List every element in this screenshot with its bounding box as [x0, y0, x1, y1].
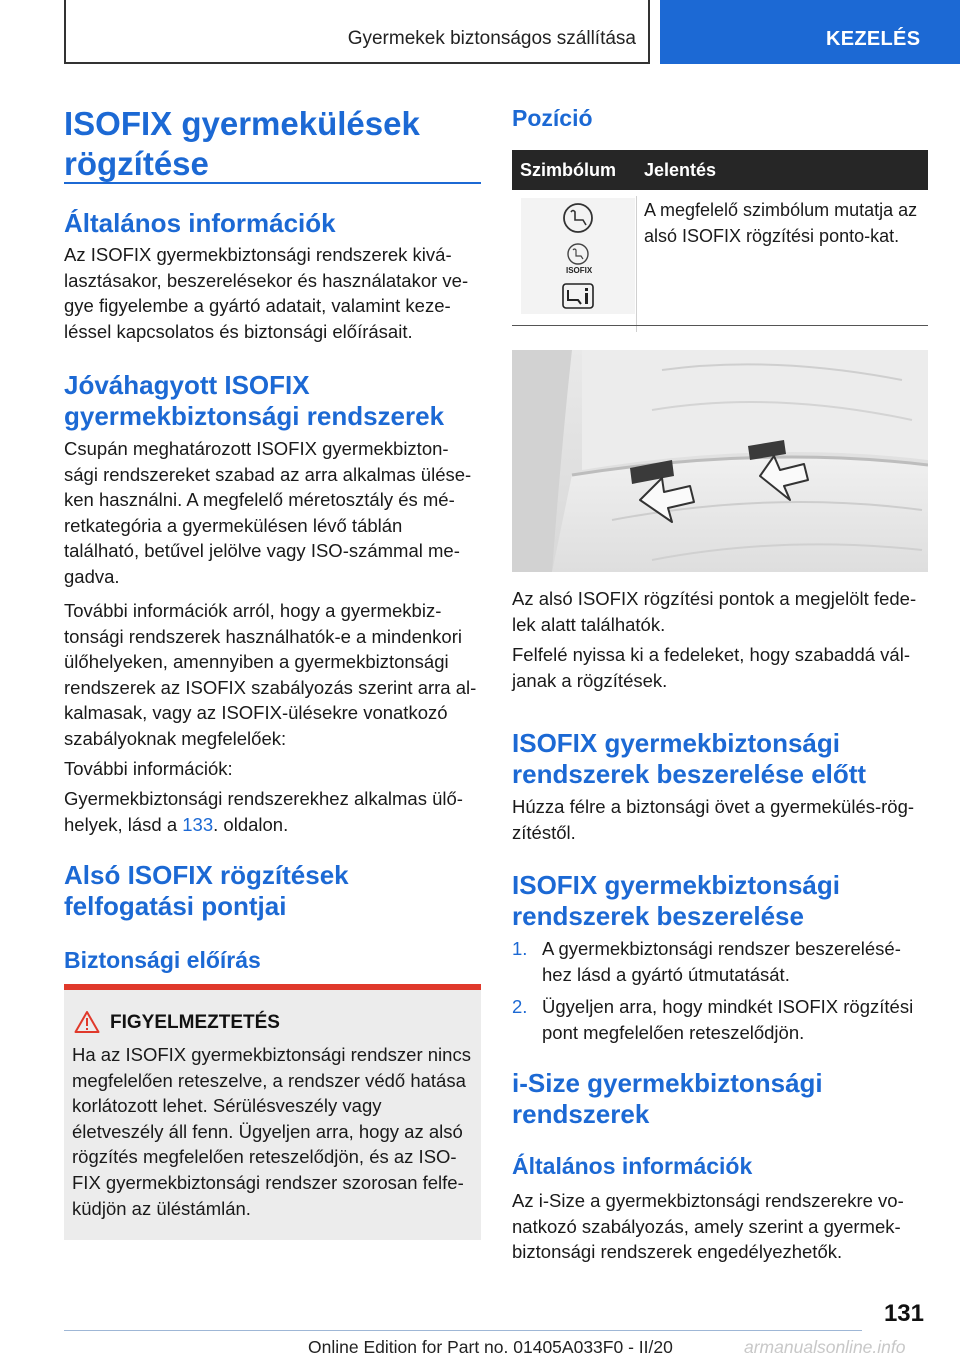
warning-triangle-icon	[74, 1010, 100, 1034]
before-install-heading: ISOFIX gyermekbiztonsági rendszerek beszerelése előtt	[512, 728, 867, 789]
step-2-number: 2.	[512, 996, 528, 1017]
approved-systems-text-2: További információk arról, hogy a gyermekbiz-tonsági rendszerek használhatók-e a mindenkori ülőhelyeken, amennyiben a gyermekbiztonsági rendszerek az ISOFIX szabályozás szerint arra al-kalmasak, vagy az ISOFIX-ülésekre vonatkozó szabályoknak megfelelőek:	[64, 600, 477, 749]
rear-seat-isofix-image	[512, 350, 928, 572]
watermark: armanualsonline.info	[744, 1337, 906, 1357]
col-symbol-header: Szimbólum	[520, 160, 617, 180]
isize-text: Az i-Size a gyermekbiztonsági rendszerekre vo-natkozó szabályozás, amely szerint a gyermek-biztonsági rendszerek engedélyezhetők.	[512, 1190, 904, 1263]
general-info-text: Az ISOFIX gyermekbiztonsági rendszerek kivá-lasztásakor, beszerelésekor és használatakor ve-gye figyelembe a gyártó adatait, valamint keze-léssel kapcsolatos és biztonsági előírásait.	[64, 244, 469, 342]
table-column-separator	[636, 196, 637, 332]
page-number: 131	[883, 1300, 924, 1327]
step-1-text: A gyermekbiztonsági rendszer beszerelésé-hez lásd a gyártó útmutatását.	[542, 938, 901, 985]
symbol-meaning-text: A megfelelő szimbólum mutatja az alsó ISOFIX rögzítési ponto-kat.	[644, 200, 918, 246]
approved-systems-heading: Jóváhagyott ISOFIX gyermekbiztonsági rendszerek	[64, 370, 445, 431]
footer-rule	[64, 1330, 862, 1331]
safety-notice-heading: Biztonsági előírás	[64, 947, 261, 973]
section-title: Gyermekek biztonságos szállítása	[347, 28, 636, 49]
lower-anchors-heading: Alsó ISOFIX rögzítések felfogatási pontjai	[64, 860, 349, 921]
approved-systems-text-3: További információk:	[64, 758, 233, 779]
step-1-number: 1.	[512, 938, 528, 959]
col-meaning-header: Jelentés	[644, 160, 717, 180]
approved-systems-text-1: Csupán meghatározott ISOFIX gyermekbizton-sági rendszereket szabad az arra alkalmas ülése-ken használni. A megfelelő méretosztály és mé-retkategória a gyermekülésen lévő táblán található, betűvel jelölve vagy ISO-számmal me-gadva.	[64, 438, 472, 587]
warning-box	[64, 984, 481, 1240]
warning-text: Ha az ISOFIX gyermekbiztonsági rendszer nincs megfelelően reteszelve, a rendszer védő hatása korlátozott lehet. Sérülésveszély vagy életveszély áll fenn. Ügyeljen arra, hogy az alsó rögzítés megfelelően reteszelődjön, és az ISO-FIX gyermekbiztonsági rendszer szorosan felfe-küdjön az üléstámlán.	[72, 1044, 471, 1219]
isofix-symbol-cell	[521, 198, 635, 314]
general-info-heading: Általános információk	[64, 208, 336, 238]
isofix-symbols-icon	[521, 198, 635, 314]
edition-footer: Online Edition for Part no. 01405A033F0 - II/20	[308, 1337, 673, 1357]
ref-text-post: . oldalon.	[213, 813, 289, 835]
approved-systems-text-4	[64, 786, 481, 837]
before-install-text: Húzza félre a biztonsági övet a gyermekülés-rög-zítéstől.	[512, 796, 915, 843]
isofix-symbol-label: ISOFIX	[566, 266, 593, 275]
chapter-tab[interactable]	[660, 0, 960, 64]
page-ref-link[interactable]: 133	[182, 813, 214, 835]
ref-text-pre: Gyermekbiztonsági rendszerekhez alkalmas ülő-helyek, lásd a	[64, 788, 463, 835]
page-title: ISOFIX gyermekülések rögzítése	[64, 105, 420, 182]
install-heading: ISOFIX gyermekbiztonsági rendszerek beszerelése	[512, 870, 840, 931]
chapter-tab-label: KEZELÉS	[826, 28, 921, 50]
anchor-location-text: Az alsó ISOFIX rögzítési pontok a megjelölt fede-lek alatt találhatók.	[512, 588, 917, 635]
isize-general-heading: Általános információk	[512, 1153, 753, 1179]
warning-bar	[64, 984, 481, 990]
title-rule	[64, 182, 481, 184]
step-2-text: Ügyeljen arra, hogy mindkét ISOFIX rögzítési pont megfelelően reteszelődjön.	[542, 996, 914, 1043]
header-section-box	[64, 0, 650, 64]
open-covers-text: Felfelé nyissa ki a fedeleket, hogy szabaddá vál-janak a rögzítések.	[512, 644, 910, 691]
table-bottom-rule	[512, 325, 928, 326]
warning-title: FIGYELMEZTETÉS	[110, 1012, 280, 1033]
position-heading: Pozíció	[512, 105, 593, 131]
isize-heading: i-Size gyermekbiztonsági rendszerek	[512, 1068, 823, 1129]
symbol-table-header	[512, 150, 928, 190]
